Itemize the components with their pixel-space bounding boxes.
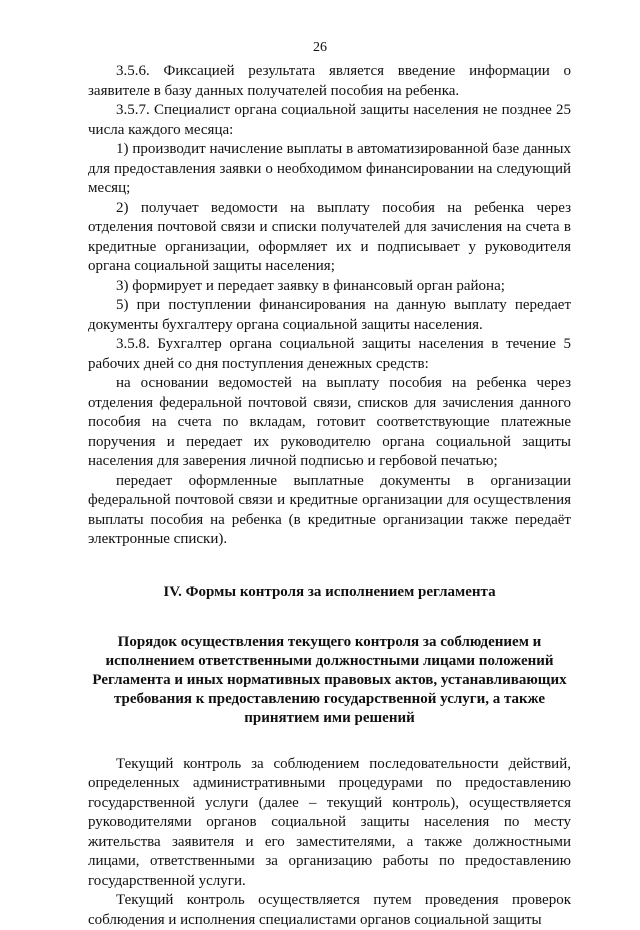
accountant-duty-1: на основании ведомостей на выплату пособия на ребенка через отделения федеральной почтовой связи, списков для зачисления данного пособия на счета по вкладам, готовит соответствующие платежные поручения и передает их руководителю органа социальной защиты населения для заверения личной подписью и гербовой печатью;	[88, 375, 571, 469]
page-number: 26	[313, 40, 327, 55]
paragraph-current-control: Текущий контроль за соблюдением последовательности действий, определенных административными процедурами по предоставлению государственной услуги (далее – текущий контроль), осуществляется руководителями органов социальной защиты населения по месту жительства заявителя и его заместителями, а также должностными лицами, ответственными за организацию работы по предоставлению государственной услуги.	[88, 755, 571, 889]
list-item-3: 3) формирует и передает заявку в финансовый орган района;	[116, 277, 505, 294]
paragraph-3-5-7: 3.5.7. Специалист органа социальной защиты населения не позднее 25 числа каждого месяца:	[88, 102, 571, 138]
section-heading: IV. Формы контроля за исполнением регламента	[163, 583, 496, 600]
list-item-2: 2) получает ведомости на выплату пособия на ребенка через отделения почтовой связи и списки получателей для зачисления на счета в кредитные организации, оформляет их и подписывает у руководителя органа социальной защиты населения;	[88, 199, 571, 274]
list-item-5: 5) при поступлении финансирования на данную выплату передает документы бухгалтеру органа социальной защиты населения.	[88, 297, 571, 333]
paragraph-3-5-8: 3.5.8. Бухгалтер органа социальной защиты населения в течение 5 рабочих дней со дня поступления денежных средств:	[88, 336, 571, 372]
accountant-duty-2: передает оформленные выплатные документы в организации федеральной почтовой связи и кредитные организации для осуществления выплаты пособия на ребенка (в кредитные организации также передаёт электронные списки).	[88, 472, 571, 547]
subsection-heading: Порядок осуществления текущего контроля за соблюдением и исполнением ответственными должностными лицами положений Регламента и иных нормативных правовых актов, устанавливающих требования к предоставлению государственной услуги, а также принятием ими решений	[92, 633, 567, 726]
list-item-1: 1) производит начисление выплаты в автоматизированной базе данных для предоставления заявки о необходимом финансировании на следующий месяц;	[88, 141, 571, 196]
paragraph-3-5-6: 3.5.6. Фиксацией результата является введение информации о заявителе в базу данных получателей пособия на ребенка.	[88, 63, 571, 99]
document-body	[88, 62, 571, 930]
paragraph-inspections: Текущий контроль осуществляется путем проведения проверок соблюдения и исполнения специалистами органов социальной защиты	[88, 892, 571, 928]
